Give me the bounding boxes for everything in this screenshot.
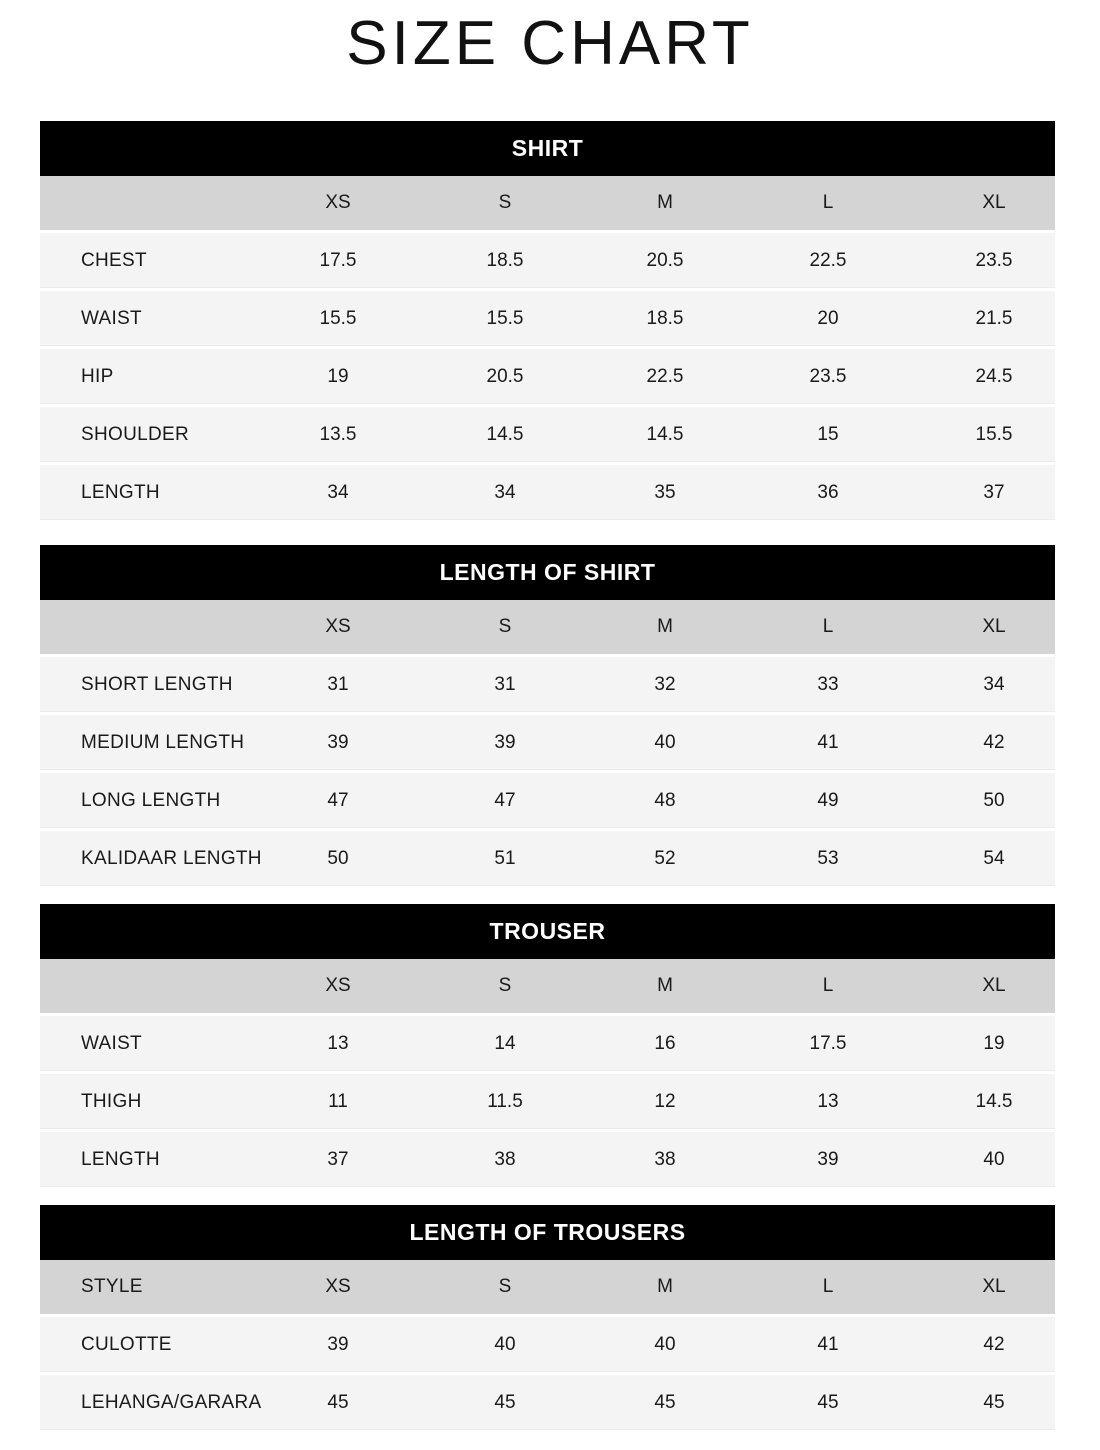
measurement-value: 48 — [654, 789, 676, 811]
column-header-row — [40, 1260, 1055, 1314]
table-row — [40, 773, 1055, 828]
measurement-value: 38 — [494, 1148, 516, 1170]
measurement-value: 20.5 — [486, 365, 524, 387]
measurement-value: 39 — [327, 1333, 349, 1355]
measurement-value: 41 — [817, 731, 839, 753]
table-row — [40, 349, 1055, 404]
size-column-header: M — [657, 616, 673, 637]
measurement-value: 40 — [494, 1333, 516, 1355]
column-header-label: STYLE — [81, 1276, 143, 1297]
size-column-header: M — [657, 192, 673, 213]
measurement-value: 20 — [817, 307, 839, 329]
measurement-label: LEHANGA/GARARA — [81, 1391, 262, 1413]
measurement-value: 42 — [983, 731, 1005, 753]
measurement-value: 22.5 — [646, 365, 684, 387]
measurement-value: 39 — [327, 731, 349, 753]
measurement-value: 47 — [327, 789, 349, 811]
measurement-value: 34 — [983, 673, 1005, 695]
column-header-row — [40, 176, 1055, 230]
size-column-header: S — [498, 192, 512, 213]
measurement-value: 16 — [654, 1032, 676, 1054]
measurement-label: KALIDAAR LENGTH — [81, 847, 262, 869]
size-column-header: S — [498, 975, 512, 996]
measurement-value: 41 — [817, 1333, 839, 1355]
size-table — [40, 545, 1055, 886]
size-column-header: XL — [982, 192, 1006, 213]
size-column-header: M — [657, 975, 673, 996]
measurement-label: WAIST — [81, 1032, 142, 1054]
measurement-label: SHOULDER — [81, 423, 189, 445]
measurement-label: CULOTTE — [81, 1333, 172, 1355]
measurement-value: 15.5 — [975, 423, 1013, 445]
measurement-label: THIGH — [81, 1090, 142, 1112]
table-row — [40, 831, 1055, 886]
measurement-value: 15.5 — [319, 307, 357, 329]
section-header: TROUSER — [40, 904, 1055, 959]
measurement-label: HIP — [81, 365, 114, 387]
measurement-value: 34 — [327, 481, 349, 503]
measurement-label: LENGTH — [81, 481, 160, 503]
measurement-value: 53 — [817, 847, 839, 869]
section-header: LENGTH OF TROUSERS — [40, 1205, 1055, 1260]
measurement-value: 45 — [327, 1391, 349, 1413]
measurement-value: 21.5 — [975, 307, 1013, 329]
measurement-value: 24.5 — [975, 365, 1013, 387]
size-column-header: L — [822, 1276, 834, 1297]
measurement-value: 37 — [327, 1148, 349, 1170]
table-row — [40, 1375, 1055, 1430]
measurement-value: 34 — [494, 481, 516, 503]
measurement-value: 14.5 — [646, 423, 684, 445]
column-header-row — [40, 600, 1055, 654]
size-column-header: XS — [325, 975, 351, 996]
measurement-value: 19 — [983, 1032, 1005, 1054]
measurement-value: 13 — [817, 1090, 839, 1112]
measurement-value: 50 — [983, 789, 1005, 811]
measurement-value: 15.5 — [486, 307, 524, 329]
section-header: SHIRT — [40, 121, 1055, 176]
measurement-label: LENGTH — [81, 1148, 160, 1170]
measurement-value: 35 — [654, 481, 676, 503]
measurement-value: 40 — [983, 1148, 1005, 1170]
table-row — [40, 715, 1055, 770]
measurement-value: 49 — [817, 789, 839, 811]
table-row — [40, 1317, 1055, 1372]
measurement-value: 39 — [817, 1148, 839, 1170]
table-row — [40, 1132, 1055, 1187]
measurement-value: 47 — [494, 789, 516, 811]
measurement-value: 20.5 — [646, 249, 684, 271]
measurement-value: 45 — [494, 1391, 516, 1413]
table-row — [40, 1016, 1055, 1071]
measurement-value: 54 — [983, 847, 1005, 869]
size-column-header: S — [498, 616, 512, 637]
size-column-header: XL — [982, 616, 1006, 637]
measurement-value: 42 — [983, 1333, 1005, 1355]
table-row — [40, 657, 1055, 712]
measurement-value: 14.5 — [486, 423, 524, 445]
measurement-value: 37 — [983, 481, 1005, 503]
measurement-value: 17.5 — [319, 249, 357, 271]
size-column-header: XS — [325, 192, 351, 213]
measurement-value: 50 — [327, 847, 349, 869]
measurement-value: 45 — [983, 1391, 1005, 1413]
table-row — [40, 465, 1055, 520]
measurement-value: 11 — [328, 1090, 348, 1112]
measurement-value: 15 — [817, 423, 839, 445]
measurement-label: LONG LENGTH — [81, 789, 221, 811]
size-table — [40, 904, 1055, 1187]
measurement-value: 31 — [327, 673, 349, 695]
section-header: LENGTH OF SHIRT — [40, 545, 1055, 600]
size-column-header: XL — [982, 975, 1006, 996]
measurement-label: CHEST — [81, 249, 147, 271]
measurement-value: 22.5 — [809, 249, 847, 271]
measurement-value: 39 — [494, 731, 516, 753]
measurement-value: 40 — [654, 731, 676, 753]
measurement-value: 45 — [817, 1391, 839, 1413]
measurement-value: 23.5 — [809, 365, 847, 387]
measurement-value: 17.5 — [809, 1032, 847, 1054]
size-column-header: S — [498, 1276, 512, 1297]
measurement-value: 33 — [817, 673, 839, 695]
size-column-header: XS — [325, 616, 351, 637]
table-row — [40, 291, 1055, 346]
measurement-value: 13.5 — [319, 423, 357, 445]
size-table — [40, 1205, 1055, 1430]
measurement-value: 40 — [654, 1333, 676, 1355]
measurement-label: WAIST — [81, 307, 142, 329]
measurement-value: 11.5 — [487, 1090, 523, 1112]
size-column-header: XS — [325, 1276, 351, 1297]
page-title: SIZE CHART — [346, 9, 754, 78]
measurement-value: 51 — [494, 847, 516, 869]
measurement-value: 14 — [494, 1032, 516, 1054]
measurement-value: 12 — [654, 1090, 676, 1112]
size-column-header: L — [822, 192, 834, 213]
size-column-header: XL — [982, 1276, 1006, 1297]
measurement-value: 36 — [817, 481, 839, 503]
table-row — [40, 407, 1055, 462]
measurement-value: 14.5 — [975, 1090, 1013, 1112]
table-row — [40, 233, 1055, 288]
table-row — [40, 1074, 1055, 1129]
measurement-value: 18.5 — [646, 307, 684, 329]
measurement-value: 52 — [654, 847, 676, 869]
size-column-header: M — [657, 1276, 673, 1297]
measurement-value: 19 — [327, 365, 349, 387]
measurement-value: 23.5 — [975, 249, 1013, 271]
measurement-value: 45 — [654, 1391, 676, 1413]
measurement-value: 13 — [327, 1032, 349, 1054]
measurement-value: 31 — [494, 673, 516, 695]
size-column-header: L — [822, 616, 834, 637]
measurement-value: 38 — [654, 1148, 676, 1170]
measurement-value: 32 — [654, 673, 676, 695]
measurement-label: SHORT LENGTH — [81, 673, 233, 695]
size-table — [40, 121, 1055, 520]
measurement-label: MEDIUM LENGTH — [81, 731, 245, 753]
size-column-header: L — [822, 975, 834, 996]
column-header-row — [40, 959, 1055, 1013]
measurement-value: 18.5 — [486, 249, 524, 271]
